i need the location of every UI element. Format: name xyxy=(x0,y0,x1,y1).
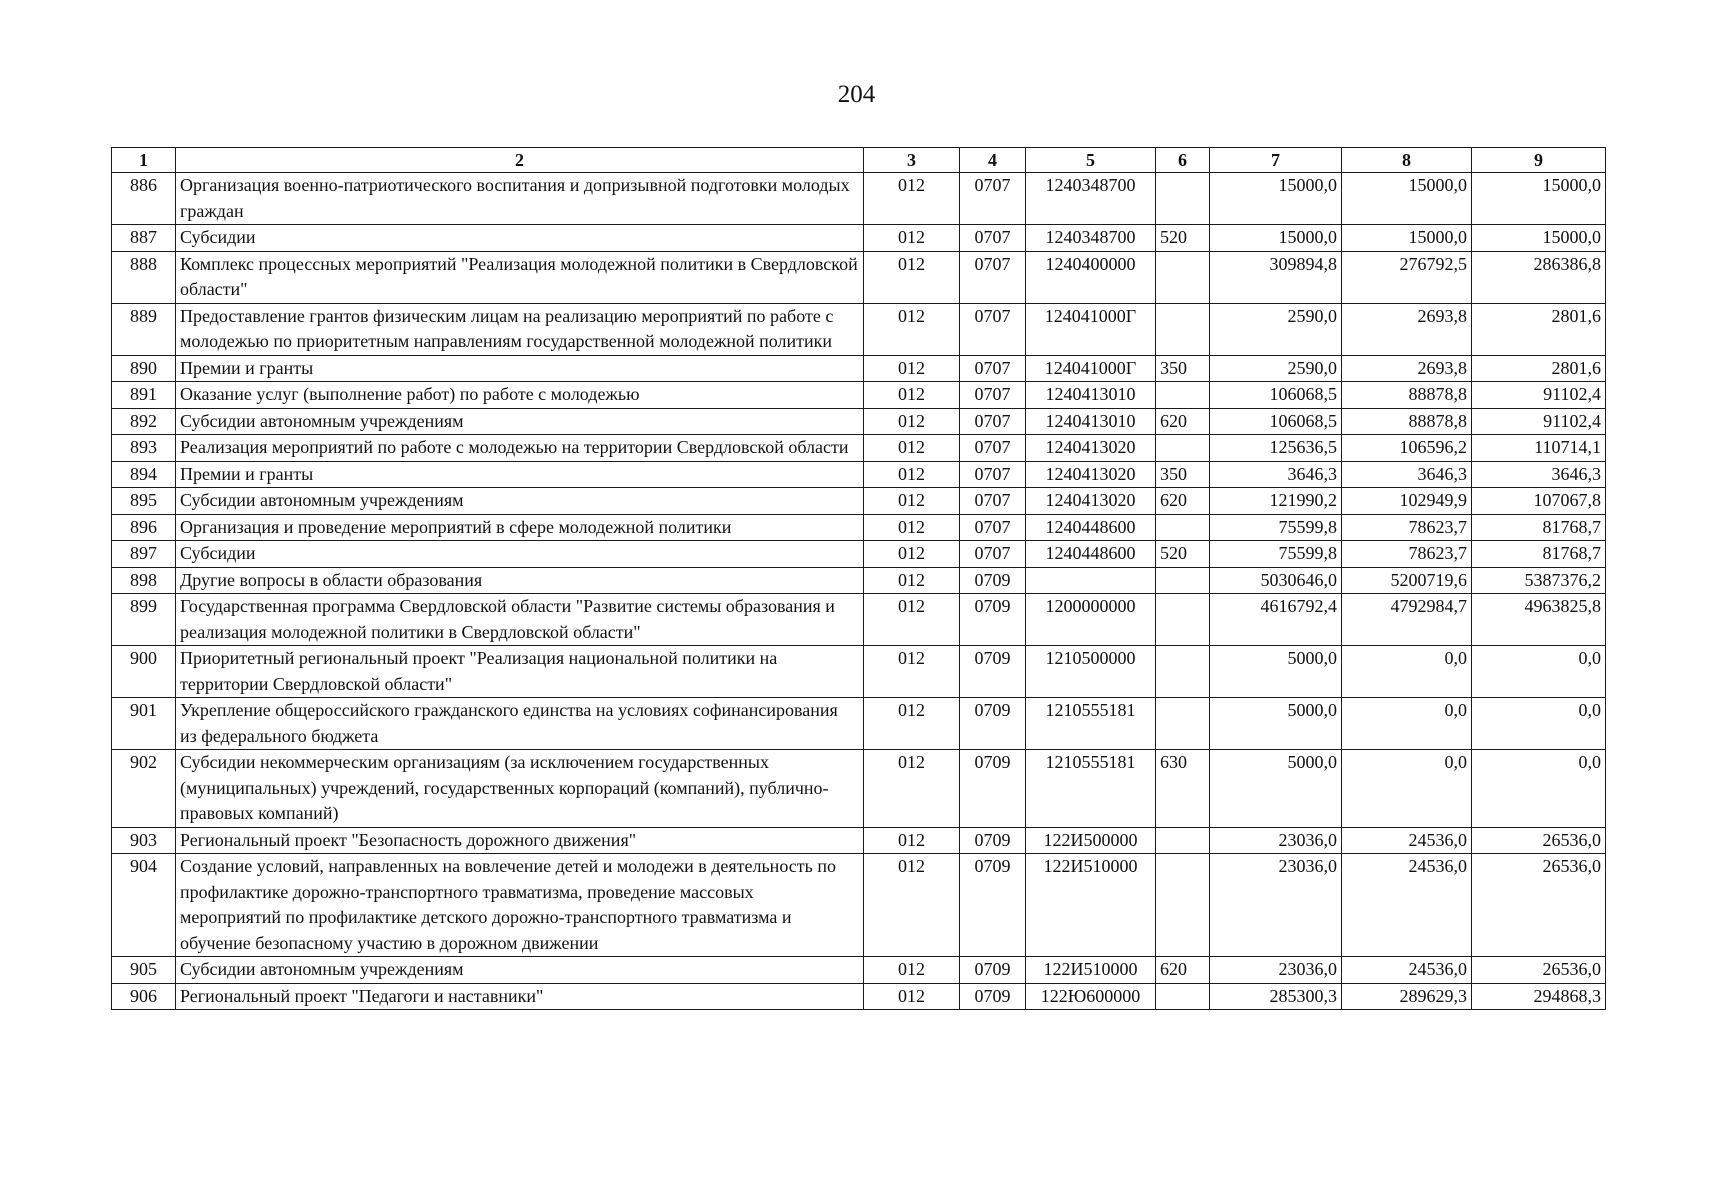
amount-col-8: 2693,8 xyxy=(1342,355,1472,382)
amount-col-7: 3646,3 xyxy=(1210,461,1342,488)
target-article-code: 1210555181 xyxy=(1026,698,1156,750)
column-header: 6 xyxy=(1156,148,1210,173)
table-row xyxy=(112,854,1606,957)
table-row xyxy=(112,594,1606,646)
row-number: 897 xyxy=(112,541,176,568)
row-number: 892 xyxy=(112,408,176,435)
amount-col-8: 88878,8 xyxy=(1342,408,1472,435)
amount-col-9: 91102,4 xyxy=(1472,408,1606,435)
ministry-code: 012 xyxy=(864,698,960,750)
target-article-code: 1240348700 xyxy=(1026,173,1156,225)
row-number: 903 xyxy=(112,827,176,854)
target-article-code: 1240348700 xyxy=(1026,225,1156,252)
ministry-code: 012 xyxy=(864,173,960,225)
expense-type-code xyxy=(1156,827,1210,854)
ministry-code: 012 xyxy=(864,983,960,1010)
ministry-code: 012 xyxy=(864,488,960,515)
amount-col-7: 5030646,0 xyxy=(1210,567,1342,594)
amount-col-8: 78623,7 xyxy=(1342,541,1472,568)
target-article-code: 124041000Г xyxy=(1026,355,1156,382)
section-code: 0709 xyxy=(960,698,1026,750)
amount-col-8: 24536,0 xyxy=(1342,827,1472,854)
column-header: 4 xyxy=(960,148,1026,173)
target-article-code xyxy=(1026,567,1156,594)
row-number: 898 xyxy=(112,567,176,594)
table-row xyxy=(112,408,1606,435)
row-name: Укрепление общероссийского гражданского единства на условиях софинансирования из федерального бюджета xyxy=(176,698,864,750)
amount-col-8: 24536,0 xyxy=(1342,854,1472,957)
section-code: 0709 xyxy=(960,594,1026,646)
row-number: 894 xyxy=(112,461,176,488)
row-number: 886 xyxy=(112,173,176,225)
table-row xyxy=(112,983,1606,1010)
row-name: Реализация мероприятий по работе с молодежью на территории Свердловской области xyxy=(176,435,864,462)
amount-col-9: 91102,4 xyxy=(1472,382,1606,409)
row-number: 887 xyxy=(112,225,176,252)
table-row xyxy=(112,541,1606,568)
expense-type-code xyxy=(1156,514,1210,541)
row-name: Оказание услуг (выполнение работ) по работе с молодежью xyxy=(176,382,864,409)
row-number: 904 xyxy=(112,854,176,957)
expense-type-code xyxy=(1156,173,1210,225)
ministry-code: 012 xyxy=(864,408,960,435)
amount-col-8: 24536,0 xyxy=(1342,957,1472,984)
target-article-code: 1240448600 xyxy=(1026,514,1156,541)
ministry-code: 012 xyxy=(864,567,960,594)
section-code: 0709 xyxy=(960,646,1026,698)
target-article-code: 1240413010 xyxy=(1026,408,1156,435)
row-name: Региональный проект "Безопасность дорожного движения" xyxy=(176,827,864,854)
section-code: 0707 xyxy=(960,303,1026,355)
amount-col-7: 106068,5 xyxy=(1210,408,1342,435)
amount-col-7: 23036,0 xyxy=(1210,854,1342,957)
expense-type-code xyxy=(1156,983,1210,1010)
expense-type-code xyxy=(1156,251,1210,303)
amount-col-8: 15000,0 xyxy=(1342,225,1472,252)
amount-col-7: 2590,0 xyxy=(1210,355,1342,382)
target-article-code: 122И510000 xyxy=(1026,854,1156,957)
section-code: 0707 xyxy=(960,541,1026,568)
ministry-code: 012 xyxy=(864,957,960,984)
section-code: 0709 xyxy=(960,957,1026,984)
table-body xyxy=(112,173,1606,1010)
amount-col-8: 88878,8 xyxy=(1342,382,1472,409)
table-row xyxy=(112,435,1606,462)
ministry-code: 012 xyxy=(864,225,960,252)
expense-type-code xyxy=(1156,435,1210,462)
row-number: 895 xyxy=(112,488,176,515)
amount-col-9: 294868,3 xyxy=(1472,983,1606,1010)
ministry-code: 012 xyxy=(864,435,960,462)
table-row xyxy=(112,698,1606,750)
amount-col-9: 286386,8 xyxy=(1472,251,1606,303)
target-article-code: 1200000000 xyxy=(1026,594,1156,646)
table-row xyxy=(112,827,1606,854)
table-row xyxy=(112,957,1606,984)
row-name: Предоставление грантов физическим лицам на реализацию мероприятий по работе с молодежью по приоритетным направлениям государственной молодежной политики xyxy=(176,303,864,355)
page-number: 204 xyxy=(837,81,876,108)
row-number: 890 xyxy=(112,355,176,382)
amount-col-9: 2801,6 xyxy=(1472,303,1606,355)
section-code: 0707 xyxy=(960,225,1026,252)
ministry-code: 012 xyxy=(864,514,960,541)
section-code: 0709 xyxy=(960,854,1026,957)
target-article-code: 1240448600 xyxy=(1026,541,1156,568)
expense-type-code: 620 xyxy=(1156,488,1210,515)
row-name: Субсидии автономным учреждениям xyxy=(176,957,864,984)
amount-col-9: 81768,7 xyxy=(1472,541,1606,568)
row-name: Государственная программа Свердловской области "Развитие системы образования и реализация молодежной политики в Свердловской области" xyxy=(176,594,864,646)
row-number: 899 xyxy=(112,594,176,646)
section-code: 0707 xyxy=(960,355,1026,382)
amount-col-7: 2590,0 xyxy=(1210,303,1342,355)
section-code: 0707 xyxy=(960,173,1026,225)
section-code: 0707 xyxy=(960,408,1026,435)
amount-col-8: 5200719,6 xyxy=(1342,567,1472,594)
target-article-code: 124041000Г xyxy=(1026,303,1156,355)
section-code: 0707 xyxy=(960,382,1026,409)
amount-col-9: 5387376,2 xyxy=(1472,567,1606,594)
target-article-code: 1240400000 xyxy=(1026,251,1156,303)
amount-col-9: 0,0 xyxy=(1472,698,1606,750)
ministry-code: 012 xyxy=(864,251,960,303)
amount-col-7: 125636,5 xyxy=(1210,435,1342,462)
section-code: 0709 xyxy=(960,567,1026,594)
row-name: Субсидии некоммерческим организациям (за исключением государственных (муниципальных) учреждений, государственных корпораций (компаний), публично-правовых компаний) xyxy=(176,750,864,828)
row-name: Организация и проведение мероприятий в сфере молодежной политики xyxy=(176,514,864,541)
expense-type-code: 520 xyxy=(1156,225,1210,252)
row-number: 896 xyxy=(112,514,176,541)
target-article-code: 1240413020 xyxy=(1026,488,1156,515)
amount-col-9: 3646,3 xyxy=(1472,461,1606,488)
amount-col-7: 23036,0 xyxy=(1210,827,1342,854)
amount-col-9: 15000,0 xyxy=(1472,225,1606,252)
table-row xyxy=(112,355,1606,382)
row-number: 893 xyxy=(112,435,176,462)
row-name: Премии и гранты xyxy=(176,461,864,488)
ministry-code: 012 xyxy=(864,750,960,828)
ministry-code: 012 xyxy=(864,827,960,854)
row-number: 902 xyxy=(112,750,176,828)
expense-type-code: 630 xyxy=(1156,750,1210,828)
amount-col-7: 5000,0 xyxy=(1210,750,1342,828)
section-code: 0707 xyxy=(960,514,1026,541)
ministry-code: 012 xyxy=(864,854,960,957)
target-article-code: 1240413020 xyxy=(1026,435,1156,462)
header-row xyxy=(112,148,1606,173)
amount-col-9: 26536,0 xyxy=(1472,957,1606,984)
row-number: 889 xyxy=(112,303,176,355)
expense-type-code: 620 xyxy=(1156,408,1210,435)
section-code: 0709 xyxy=(960,827,1026,854)
row-number: 891 xyxy=(112,382,176,409)
amount-col-7: 106068,5 xyxy=(1210,382,1342,409)
row-number: 901 xyxy=(112,698,176,750)
row-name: Субсидии автономным учреждениям xyxy=(176,408,864,435)
amount-col-8: 3646,3 xyxy=(1342,461,1472,488)
section-code: 0707 xyxy=(960,488,1026,515)
amount-col-8: 0,0 xyxy=(1342,698,1472,750)
section-code: 0707 xyxy=(960,435,1026,462)
target-article-code: 1240413010 xyxy=(1026,382,1156,409)
target-article-code: 1210555181 xyxy=(1026,750,1156,828)
amount-col-9: 26536,0 xyxy=(1472,827,1606,854)
table-row xyxy=(112,303,1606,355)
table-row xyxy=(112,173,1606,225)
table-row xyxy=(112,251,1606,303)
amount-col-7: 5000,0 xyxy=(1210,646,1342,698)
amount-col-9: 2801,6 xyxy=(1472,355,1606,382)
expense-type-code xyxy=(1156,382,1210,409)
column-header: 9 xyxy=(1472,148,1606,173)
column-header: 1 xyxy=(112,148,176,173)
amount-col-7: 75599,8 xyxy=(1210,514,1342,541)
table-row xyxy=(112,488,1606,515)
ministry-code: 012 xyxy=(864,646,960,698)
expense-type-code xyxy=(1156,854,1210,957)
table-row xyxy=(112,461,1606,488)
table-row xyxy=(112,750,1606,828)
row-number: 888 xyxy=(112,251,176,303)
amount-col-8: 0,0 xyxy=(1342,646,1472,698)
amount-col-7: 5000,0 xyxy=(1210,698,1342,750)
budget-table xyxy=(111,147,1606,1010)
expense-type-code: 520 xyxy=(1156,541,1210,568)
target-article-code: 122И500000 xyxy=(1026,827,1156,854)
amount-col-9: 0,0 xyxy=(1472,646,1606,698)
expense-type-code xyxy=(1156,698,1210,750)
expense-type-code xyxy=(1156,303,1210,355)
table-row xyxy=(112,646,1606,698)
amount-col-9: 4963825,8 xyxy=(1472,594,1606,646)
amount-col-9: 0,0 xyxy=(1472,750,1606,828)
amount-col-7: 309894,8 xyxy=(1210,251,1342,303)
ministry-code: 012 xyxy=(864,461,960,488)
row-name: Премии и гранты xyxy=(176,355,864,382)
table-row xyxy=(112,382,1606,409)
section-code: 0707 xyxy=(960,461,1026,488)
amount-col-7: 285300,3 xyxy=(1210,983,1342,1010)
amount-col-9: 26536,0 xyxy=(1472,854,1606,957)
amount-col-7: 23036,0 xyxy=(1210,957,1342,984)
expense-type-code: 350 xyxy=(1156,461,1210,488)
target-article-code: 122Ю600000 xyxy=(1026,983,1156,1010)
amount-col-8: 0,0 xyxy=(1342,750,1472,828)
row-number: 900 xyxy=(112,646,176,698)
column-header: 2 xyxy=(176,148,864,173)
row-name: Комплекс процессных мероприятий "Реализация молодежной политики в Свердловской области" xyxy=(176,251,864,303)
expense-type-code xyxy=(1156,567,1210,594)
column-header: 5 xyxy=(1026,148,1156,173)
ministry-code: 012 xyxy=(864,541,960,568)
amount-col-7: 4616792,4 xyxy=(1210,594,1342,646)
amount-col-9: 107067,8 xyxy=(1472,488,1606,515)
table-row xyxy=(112,567,1606,594)
ministry-code: 012 xyxy=(864,594,960,646)
row-number: 905 xyxy=(112,957,176,984)
section-code: 0707 xyxy=(960,251,1026,303)
amount-col-8: 276792,5 xyxy=(1342,251,1472,303)
amount-col-9: 15000,0 xyxy=(1472,173,1606,225)
target-article-code: 1210500000 xyxy=(1026,646,1156,698)
amount-col-7: 15000,0 xyxy=(1210,225,1342,252)
row-name: Создание условий, направленных на вовлечение детей и молодежи в деятельность по профилактике дорожно-транспортного травматизма, проведение массовых мероприятий по профилактике детского дорожно-транспортного травматизма и обучение безопасному участию в дорожном движении xyxy=(176,854,864,957)
row-name: Субсидии автономным учреждениям xyxy=(176,488,864,515)
table-row xyxy=(112,514,1606,541)
amount-col-7: 121990,2 xyxy=(1210,488,1342,515)
row-name: Субсидии xyxy=(176,225,864,252)
amount-col-8: 4792984,7 xyxy=(1342,594,1472,646)
column-header: 3 xyxy=(864,148,960,173)
ministry-code: 012 xyxy=(864,355,960,382)
amount-col-8: 78623,7 xyxy=(1342,514,1472,541)
ministry-code: 012 xyxy=(864,382,960,409)
amount-col-8: 102949,9 xyxy=(1342,488,1472,515)
amount-col-8: 15000,0 xyxy=(1342,173,1472,225)
row-name: Другие вопросы в области образования xyxy=(176,567,864,594)
row-number: 906 xyxy=(112,983,176,1010)
section-code: 0709 xyxy=(960,983,1026,1010)
target-article-code: 122И510000 xyxy=(1026,957,1156,984)
amount-col-8: 2693,8 xyxy=(1342,303,1472,355)
amount-col-9: 81768,7 xyxy=(1472,514,1606,541)
expense-type-code: 620 xyxy=(1156,957,1210,984)
target-article-code: 1240413020 xyxy=(1026,461,1156,488)
row-name: Региональный проект "Педагоги и наставники" xyxy=(176,983,864,1010)
table-row xyxy=(112,225,1606,252)
row-name: Субсидии xyxy=(176,541,864,568)
row-name: Организация военно-патриотического воспитания и допризывной подготовки молодых граждан xyxy=(176,173,864,225)
column-header: 7 xyxy=(1210,148,1342,173)
amount-col-8: 289629,3 xyxy=(1342,983,1472,1010)
section-code: 0709 xyxy=(960,750,1026,828)
expense-type-code: 350 xyxy=(1156,355,1210,382)
ministry-code: 012 xyxy=(864,303,960,355)
expense-type-code xyxy=(1156,594,1210,646)
expense-type-code xyxy=(1156,646,1210,698)
amount-col-7: 15000,0 xyxy=(1210,173,1342,225)
amount-col-7: 75599,8 xyxy=(1210,541,1342,568)
amount-col-9: 110714,1 xyxy=(1472,435,1606,462)
row-name: Приоритетный региональный проект "Реализация национальной политики на территории Свердловской области" xyxy=(176,646,864,698)
amount-col-8: 106596,2 xyxy=(1342,435,1472,462)
column-header: 8 xyxy=(1342,148,1472,173)
